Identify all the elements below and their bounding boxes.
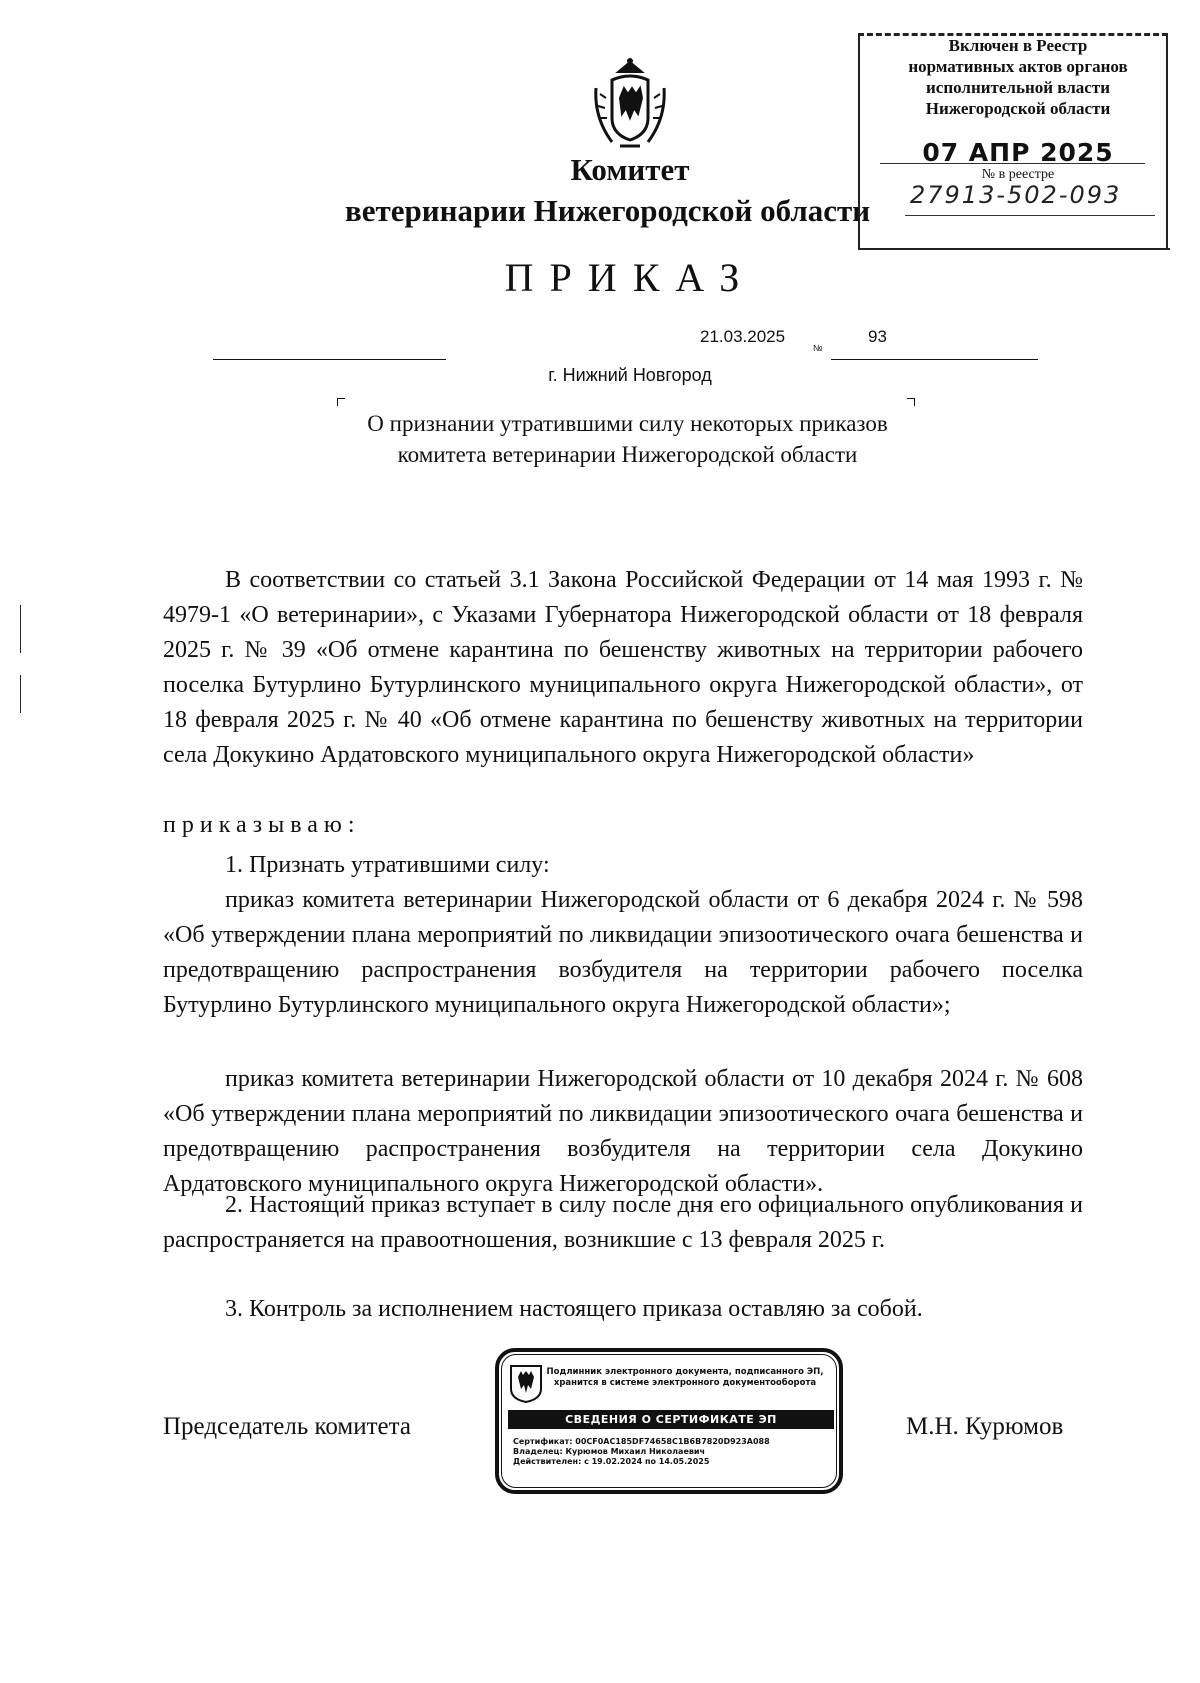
margin-mark	[20, 605, 21, 653]
registry-stamp-line: нормативных актов органов	[908, 57, 1128, 76]
preamble-paragraph: В соответствии со статьей 3.1 Закона Российской Федерации от 14 мая 1993 г. № 4979-1 «О ветеринарии», с Указами Губернатора Нижегородской области от 18 февраля 2025 г. № 39 «Об отмене карантина по бешенству животных на территории рабочего поселка Бутурлино Бутурлинского муниципального округа Нижегородской области», от 18 февраля 2025 г. № 40 «Об отмене карантина по бешенству животных на территории села Докукино Ардатовского муниципального округа Нижегородской области»	[163, 567, 1083, 768]
margin-mark	[20, 675, 21, 713]
e-signature-certificate: Сертификат: 00CF0AC185DF74658C1B6B7820D923A088	[513, 1437, 770, 1446]
subject-corner-right	[907, 398, 915, 406]
item1-title: 1. Признать утратившими силу:	[225, 852, 550, 878]
item2-paragraph: 2. Настоящий приказ вступает в силу после дня его официального опубликования и распространяется на правоотношения, возникшие с 13 февраля 2025 г.	[163, 1192, 1083, 1253]
registry-stamp-line: Включен в Реестр	[948, 36, 1088, 55]
order-word: приказываю:	[163, 812, 361, 838]
item3-paragraph: 3. Контроль за исполнением настоящего приказа оставляю за собой.	[225, 1296, 923, 1322]
number-underline	[831, 359, 1038, 360]
subject-corner-left	[337, 398, 345, 406]
document-number: 93	[868, 327, 887, 346]
item1-paragraph-a: приказ комитета ветеринарии Нижегородской области от 6 декабря 2024 г. № 598 «Об утверждении плана мероприятий по ликвидации эпизоотического очага бешенства и предотвращению распространения возбудителя на территории рабочего поселка Бутурлино Бутурлинского муниципального округа Нижегородской области»;	[163, 887, 1083, 1018]
e-signature-owner: Владелец: Курюмов Михаил Николаевич	[513, 1447, 706, 1456]
e-signature-notice: Подлинник электронного документа, подписанного ЭП, хранится в системе электронного документооборота	[546, 1367, 824, 1388]
registry-number-label: № в реестре	[981, 167, 1055, 182]
signer-name: М.Н. Курюмов	[906, 1413, 1064, 1440]
document-date: 21.03.2025	[700, 327, 786, 346]
number-sign: №	[813, 343, 823, 353]
registry-stamp-line: Нижегородской области	[925, 99, 1111, 118]
divider	[880, 163, 1145, 164]
e-signature-validity: Действителен: с 19.02.2024 по 14.05.2025	[513, 1457, 710, 1466]
e-signature-banner: СВЕДЕНИЯ О СЕРТИФИКАТЕ ЭП	[508, 1410, 834, 1429]
registry-stamp-date: 07 АПР 2025	[922, 138, 1114, 167]
date-underline	[213, 359, 446, 360]
registry-stamp-line: исполнительной власти	[926, 78, 1110, 97]
deer-emblem-icon	[508, 1363, 544, 1403]
org-name-line2: ветеринарии Нижегородской области	[345, 193, 871, 228]
signer-position: Председатель комитета	[163, 1413, 411, 1440]
document-title: ПРИКАЗ	[504, 255, 756, 300]
document-subject: О признании утратившими силу некоторых приказов комитета ветеринарии Нижегородской области	[367, 411, 888, 467]
coat-of-arms-icon	[590, 58, 670, 150]
item1-paragraph-b: приказ комитета ветеринарии Нижегородской области от 10 декабря 2024 г. № 608 «Об утверждении плана мероприятий по ликвидации эпизоотического очага бешенства и предотвращению распространения возбудителя на территории села Докукино Ардатовского муниципального округа Нижегородской области».	[163, 1066, 1083, 1197]
city: г. Нижний Новгород	[548, 365, 712, 385]
registry-number: 27913-502-093	[910, 181, 1122, 209]
divider	[905, 215, 1155, 216]
org-name-line1: Комитет	[570, 152, 690, 187]
